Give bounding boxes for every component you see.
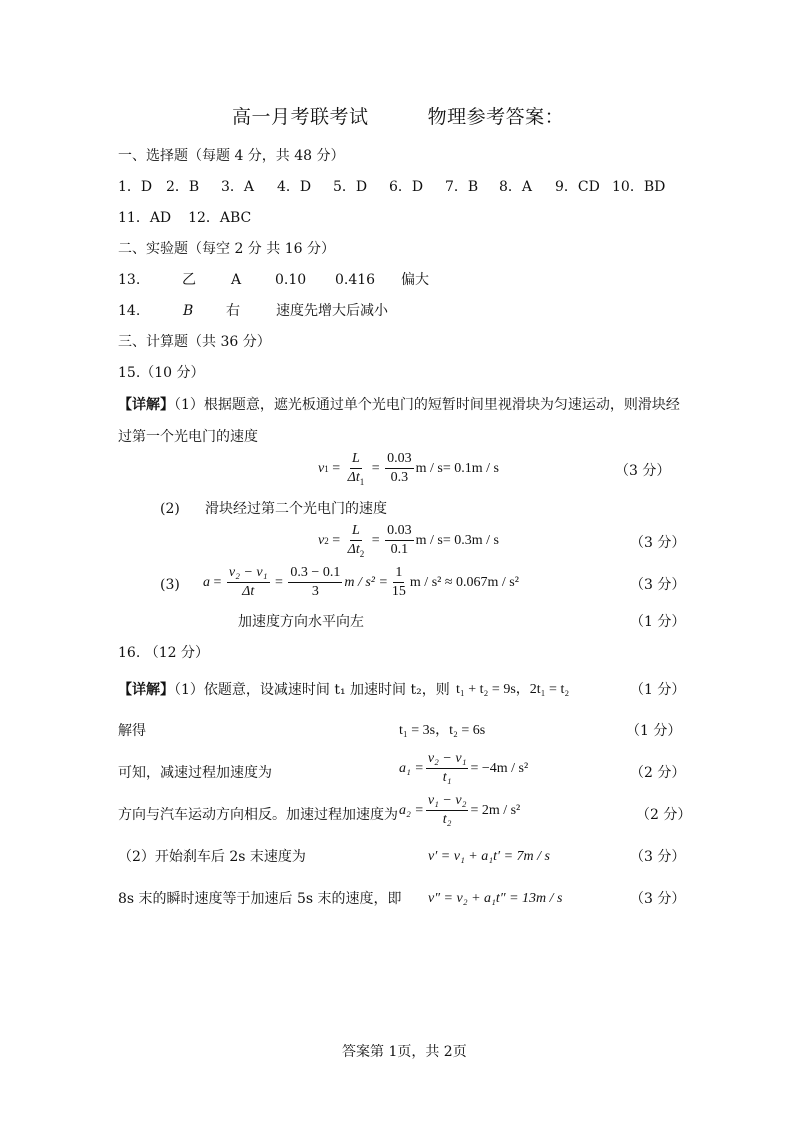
q16-line4-equation: a₂ = $\frac{\text{v₁ − v₂}}{\text{t₂}}$ = 2m / s²: [399, 793, 521, 827]
q16-line5-equation: v′ = v₁ + a₁t′ = 7m / s: [428, 849, 550, 864]
score: （3 分）: [630, 577, 686, 593]
choice-answer: 3．A: [221, 179, 255, 195]
q13-answer: A: [231, 272, 242, 288]
choice-answer: 1．D: [118, 179, 153, 195]
q13-answer: 偏大: [401, 272, 429, 288]
detail-label: 【详解】: [118, 397, 174, 413]
q15-intro-text: （1）根据题意，遮光板通过单个光电门的短暂时间里视滑块为匀速运动，则滑块经: [174, 397, 680, 413]
q16-line2-text: 解得: [118, 723, 146, 739]
section2-heading: 二、实验题（每空 2 分 共 16 分）: [118, 241, 335, 257]
q14-answer: B: [183, 303, 194, 319]
q15-equation-2: v 2 = $\frac{L}{\Delta t_2}$ = $\frac{0.03}{0.1}$ m / s = 0.3m / s: [318, 523, 499, 559]
q15-intro-line2: 过第一个光电门的速度: [118, 429, 258, 445]
choice-answer: 5．D: [333, 179, 368, 195]
q15-part2-label: (2): [160, 501, 180, 517]
fraction: $\frac{1}{15}$: [391, 565, 406, 599]
section3-heading: 三、计算题（共 36 分）: [118, 334, 271, 350]
detail-label: 【详解】: [118, 682, 174, 698]
page-title: [232, 108, 564, 127]
choice-answer: 10．BD: [612, 179, 666, 195]
score: （2 分）: [630, 765, 686, 781]
choice-answer: 6．D: [389, 179, 424, 195]
fraction: $\frac{0.3 - 0.1}{3}$: [290, 565, 341, 599]
score: （3 分）: [615, 463, 671, 479]
fraction: $\frac{0.03}{0.1}$: [387, 523, 412, 557]
q16-line5-text: （2）开始刹车后 2s 末速度为: [118, 849, 306, 865]
title-right: 物理参考答案：: [427, 106, 565, 128]
score: （2 分）: [636, 807, 692, 823]
choice-answer: 9．CD: [555, 179, 600, 195]
q13-answer: 0.416: [335, 272, 376, 288]
page-footer: 答案第 1页，共 2页: [342, 1044, 467, 1060]
fraction: $\frac{L}{\Delta t_1}$: [347, 451, 365, 487]
q13-row: [118, 272, 429, 288]
choice-answer: 2．B: [166, 179, 200, 195]
q16-line3-equation: a₁ = $\frac{\text{v₂ − v₁}}{\text{t₁}}$ = −4m / s²: [399, 751, 529, 785]
q15-direction: 加速度方向水平向左: [238, 614, 364, 630]
score: （1 分）: [630, 614, 686, 630]
q16-line6-text: 8s 末的瞬时速度等于加速后 5s 末的速度，即: [118, 891, 402, 907]
q15-equation-3: a = $\frac{\text{v₂ − v₁}}{\Delta t}$ = $\frac{0.3 - 0.1}{3}$ m / s² = $\frac{1}{15}$ m / s² ≈ 0.067m / s²: [203, 565, 519, 599]
q14-row: [118, 303, 388, 319]
title-left: 高一月考联考试: [232, 106, 369, 128]
q13-answer: 0.10: [275, 272, 307, 288]
choice-answer: 12．ABC: [188, 210, 252, 226]
score: （3 分）: [630, 849, 686, 865]
score: （1 分）: [630, 682, 686, 698]
choice-answers-row2: [118, 211, 251, 225]
q13-answer: 乙: [182, 272, 196, 288]
q16-line1: 【详解】（1）依题意，设减速时间 t₁ 加速时间 t₂，则: [118, 682, 450, 698]
q14-number: 14.: [118, 303, 141, 319]
section1-heading: 一、选择题（每题 4 分，共 48 分）: [118, 148, 345, 164]
fraction: $\frac{\text{v₁ − v₂}}{\text{t₂}}$: [427, 793, 467, 827]
q13-number: 13.: [118, 272, 141, 288]
score: （3 分）: [630, 891, 686, 907]
choice-answer: 4．D: [277, 179, 312, 195]
q15-part2-text: 滑块经过第二个光电门的速度: [205, 501, 387, 517]
fraction: $\frac{\text{v₂ − v₁}}{\Delta t}$: [228, 565, 268, 599]
choice-answer: 8．A: [499, 179, 533, 195]
q15-equation-1: v 1 = $\frac{L}{\Delta t_1}$ = $\frac{0.03}{0.3}$ m / s = 0.1m / s: [318, 451, 499, 487]
q16-line4-text: 方向与汽车运动方向相反。加速过程加速度为: [118, 807, 398, 823]
q16-line6-equation: v″ = v₂ + a₁t″ = 13m / s: [428, 891, 563, 906]
q16-line1-equation: t₁ + t₂ = 9s，2t₁ = t₂: [456, 682, 570, 697]
q15-title: 15.（10 分）: [118, 365, 205, 381]
q16-title: 16. （12 分）: [118, 645, 209, 661]
fraction: $\frac{0.03}{0.3}$: [387, 451, 412, 485]
q16-line3-text: 可知，减速过程加速度为: [118, 765, 272, 781]
q15-part3-label: (3): [160, 577, 180, 593]
score: （3 分）: [630, 535, 686, 551]
q15-intro-line1: [118, 398, 680, 412]
choice-answer: 11．AD: [118, 210, 172, 226]
score: （1 分）: [626, 723, 682, 739]
q14-answer: 速度先增大后减小: [276, 303, 388, 319]
fraction: $\frac{L}{\Delta t_2}$: [347, 523, 365, 559]
choice-answers-row1: [118, 180, 665, 194]
q16-line2-equation: t₁ = 3s，t₂ = 6s: [399, 723, 486, 738]
fraction: $\frac{\text{v₂ − v₁}}{\text{t₁}}$: [427, 751, 467, 785]
q14-answer: 右: [226, 303, 240, 319]
choice-answer: 7．B: [445, 179, 479, 195]
